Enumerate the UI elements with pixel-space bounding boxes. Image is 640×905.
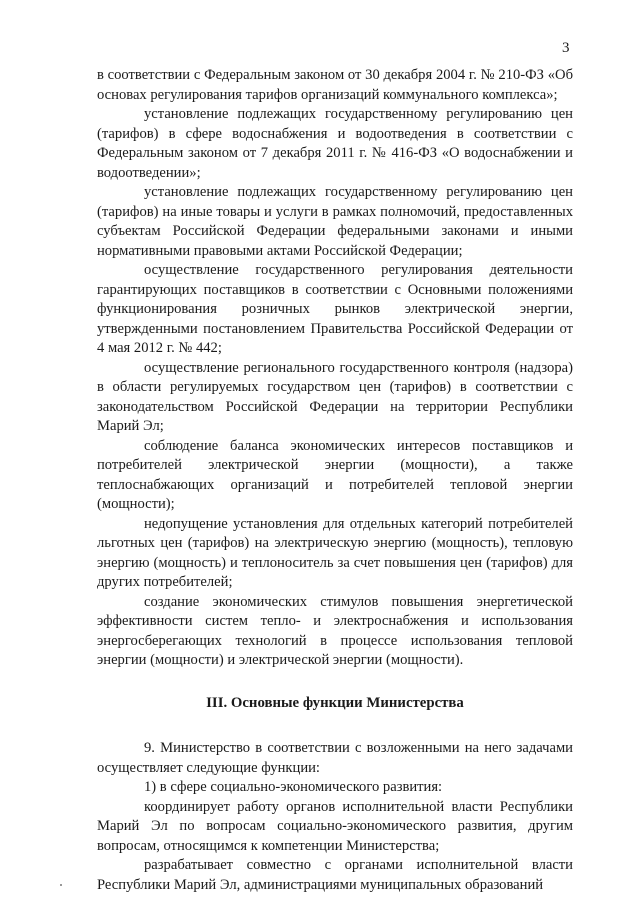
paragraph: недопущение установления для отдельных категорий потребителей льготных цен (тарифов) на электрическую энергию (мощность), тепловую энергию (мощность) и теплоноситель за счет повышения цен (тарифов) для других потребителей;: [97, 515, 573, 590]
paragraph: осуществление государственного регулирования деятельности гарантирующих поставщиков в соответствии с Основными положениями функционирования розничных рынков электрической энергии, утвержденными постановлением Правительства Российской Федерации от 4 мая 2012 г. № 442;: [97, 262, 573, 356]
paragraph: координирует работу органов исполнительной власти Республики Марий Эл по вопросам социально-экономического развития, другим вопросам, относящимся к компетенции Министерства;: [97, 798, 573, 854]
paragraph: установление подлежащих государственному регулированию цен (тарифов) на иные товары и услуги в рамках полномочий, предоставленных субъектам Российской Федерации федеральными законами и иными нормативными правовыми актами Российской Федерации;: [97, 184, 573, 259]
paragraph: 1) в сфере социально-экономического развития:: [144, 779, 443, 795]
paragraph: установление подлежащих государственному регулированию цен (тарифов) в сфере водоснабжения и водоотведения в соответствии с Федеральным законом от 7 декабря 2011 г. № 416-ФЗ «О водоснабжении и водоотведении»;: [97, 106, 573, 181]
section-heading: III. Основные функции Министерства: [206, 694, 464, 711]
paragraph: соблюдение баланса экономических интересов поставщиков и потребителей электрической энергии (мощности), а также теплоснабжающих организаций и потребителей тепловой энергии (мощности);: [97, 437, 573, 512]
paragraph: 9. Министерство в соответствии с возложенными на него задачами осуществляет следующие функции:: [97, 740, 573, 776]
scan-speck: [60, 884, 62, 886]
paragraph: в соответствии с Федеральным законом от 30 декабря 2004 г. № 210-ФЗ «Об основах регулирования тарифов организаций коммунального комплекса»;: [97, 67, 573, 103]
paragraph: осуществление регионального государственного контроля (надзора) в области регулируемых государством цен (тарифов) в соответствии с законодательством Российской Федерации на территории Республики Марий Эл;: [97, 359, 573, 434]
page-number: 3: [562, 40, 570, 56]
paragraph: разрабатывает совместно с органами исполнительной власти Республики Марий Эл, администрациями муниципальных образований: [97, 857, 573, 893]
page-body: [97, 66, 573, 895]
paragraph: создание экономических стимулов повышения энергетической эффективности систем тепло- и электроснабжения и использования энергосберегающих технологий в процессе использования тепловой энергии (мощности) и электрической энергии (мощности).: [97, 593, 573, 668]
